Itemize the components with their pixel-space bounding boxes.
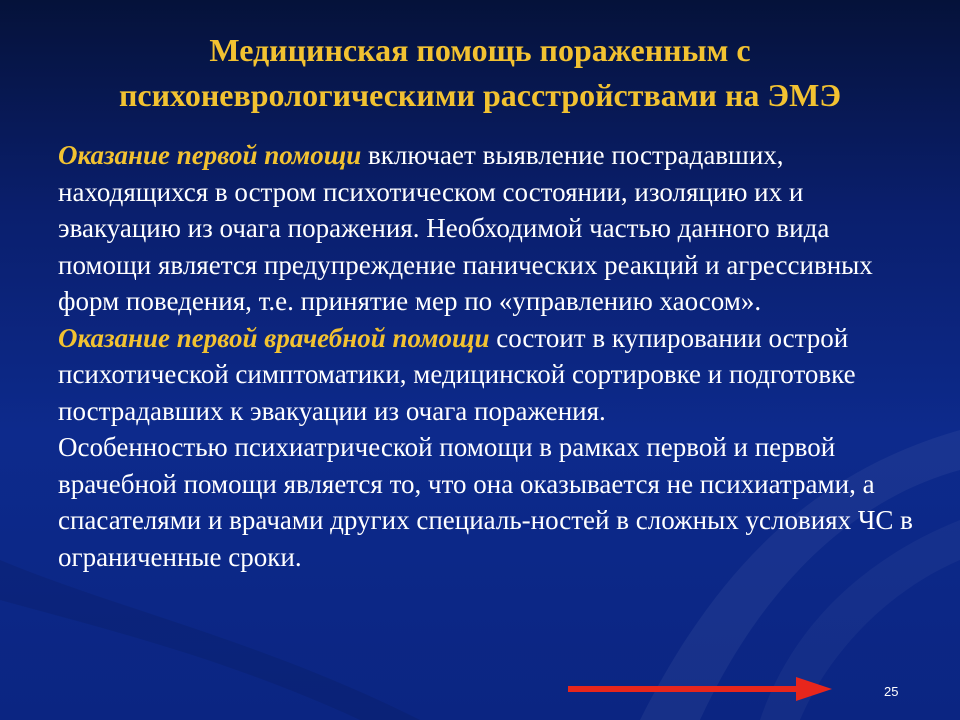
slide-title: Медицинская помощь пораженным с психоневрологическими расстройствами на ЭМЭ — [118, 32, 842, 113]
slide-body — [58, 137, 928, 575]
right-arrow-icon[interactable] — [568, 677, 832, 701]
paragraph-specifics — [58, 429, 928, 575]
term-first-medical-aid: Оказание первой врачебной помощи — [58, 322, 490, 353]
paragraph-first-medical-aid — [58, 320, 928, 430]
paragraph-first-aid-text: включает выявление пострадавших, находящихся в остром психотическом состоянии, изоляцию их и эвакуацию из очага поражения. Необходимой частью данного вида помощи является предупреждение панических реакций и агрессивных форм поведения, т.е. принятие мер по «управлению хаосом». — [58, 140, 873, 316]
paragraph-specifics-text: Особенностью психиатрической помощи в рамках первой и первой врачебной помощи является то, что она оказывается не психиатрами, а спасателями и врачами других специаль-ностей в сложных условиях ЧС в ограниченные сроки. — [58, 432, 913, 572]
paragraph-first-aid — [58, 137, 928, 320]
term-first-aid: Оказание первой помощи — [58, 140, 362, 170]
paragraph-first-medical-aid-text: состоит в купировании острой психотической симптоматики, медицинской сортировке и подготовке пострадавших к эвакуации из очага поражения. — [58, 322, 856, 426]
page-number: 25 — [884, 684, 899, 699]
